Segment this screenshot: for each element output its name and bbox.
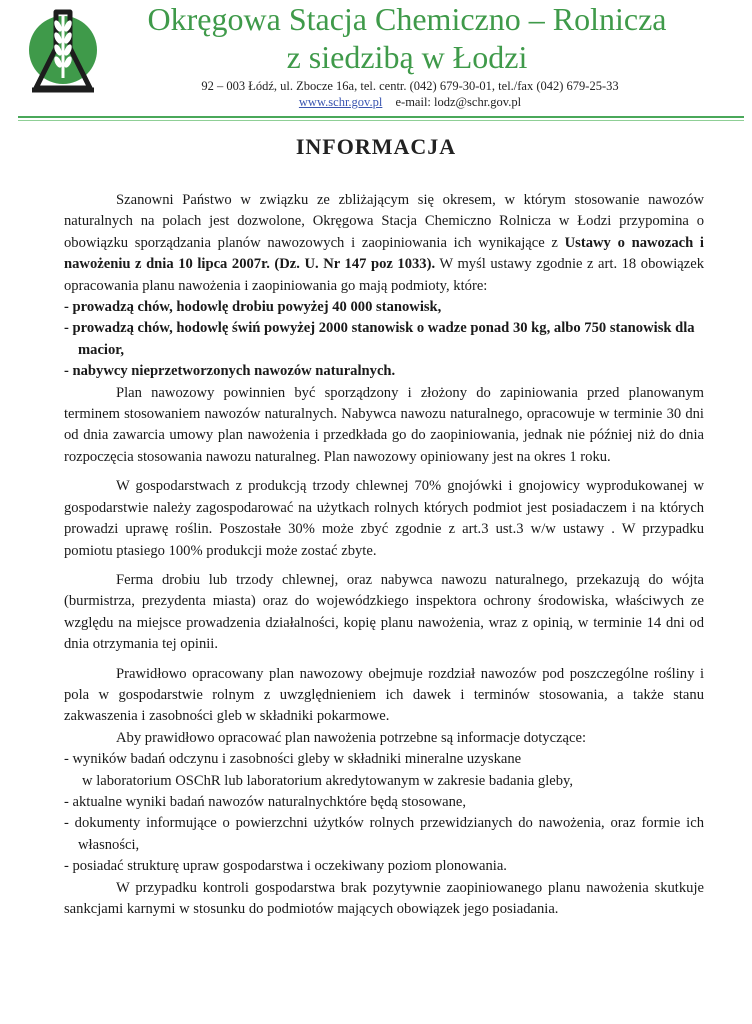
law-reference: Ustawy o nawozach i nawożeniu z dnia 10 lipca 2007r. (Dz. U. Nr 147 poz 1033). (64, 234, 704, 273)
document-body (64, 190, 704, 920)
wheat-flask-logo-icon (22, 8, 104, 96)
paragraph-intro-text: Szanowni Państwo w związku ze zbliżającym się okresem, w którym stosowanie nawozów naturalnych na polach jest dozwolone, Okręgowa Stacja Chemiczno Rolnicza w Łodzi przypomina o obowiązku sporządzania planów nawozowych i zaopiniowania ich wynikające z (64, 192, 704, 251)
paragraph-swine: W gospodarstwach z produkcją trzody chlewnej 70% gnojówki i gnojowicy wyprodukowanej w gospodarstwie należy zagospodarować na użytkach rolnych których podmiot jest posiadaczem i na których prowadzi uprawę roślin. Poszostałe 30% może zbyć zgodnie z art.3 ust.3 w/w ustawy . W przypadku pomiotu ptasiego 100% produkcji może zostać zbyte. (64, 478, 704, 559)
website-link[interactable]: www.schr.gov.pl (298, 95, 383, 109)
list-item: - posiadać strukturę upraw gospodarstwa i oczekiwany poziom plonowania. (64, 858, 507, 875)
list-item: - prowadzą chów, hodowlę drobiu powyżej 40 000 stanowisk, (64, 299, 442, 316)
paragraph-intro-continued: W myśl ustawy zgodnie z art. 18 obowiązek opracowania planu nawożenia i zaopiniowania go mają podmioty, które: (64, 256, 704, 294)
list-item: - wyników badań odczynu i zasobności gleby w składniki mineralne uzyskane (64, 751, 522, 768)
paragraph-info-needed: Aby prawidłowo opracować plan nawożenia potrzebne są informacje dotyczące: (116, 729, 587, 746)
email-text: e-mail: lodz@schr.gov.pl (395, 95, 522, 109)
organization-name (112, 0, 702, 76)
list-item: - prowadzą chów, hodowlę świń powyżej 2000 stanowisk o wadze ponad 30 kg, albo 750 stanowisk dla macior, (64, 320, 695, 358)
organization-name-line1: Okręgowa Stacja Chemiczno – Rolnicza (147, 1, 667, 37)
list-item: - nabywcy nieprzetworzonych nawozów naturalnych. (64, 363, 396, 380)
header-divider (18, 116, 744, 118)
paragraph-correct-plan: Prawidłowo opracowany plan nawozowy obejmuje rozdział nawozów pod poszczególne rośliny i pola w gospodarstwie rolnym z uwzględnieniem ich dawek i terminów stosowania, a także stanu zakwaszenia i zasobności gleb w składniki pokarmowe. (64, 665, 704, 725)
paragraph-plan: Plan nawozowy powinnien być sporządzony i złożony do zapiniowania przed planowanym terminem stosowaniem nawozów naturalnych. Nabywca nawozu naturalnego, opracowuje w terminie 30 dni od dnia zawarcia umowy plan nawożenia i przedkłada go do zaopiniowania, jednak nie później niż do dnia rozpoczęcia stosowania nawozu naturalneg. Plan nawozowy opiniowany jest na okres 1 roku. (64, 384, 704, 465)
address-line: 92 – 003 Łódź, ul. Zbocze 16a, tel. centr. (042) 679-30-01, tel./fax (042) 679-25-33 (201, 79, 619, 93)
paragraph-farm: Ferma drobiu lub trzody chlewnej, oraz nabywca nawozu naturalnego, przekazują do wójta (burmistrza, prezydenta miasta) oraz do wojewódzkiego inspektora ochrony środowiska, właściwych ze względu na miejsce prowadzenia działalności, kopię planu nawożenia, wraz z opinią, w terminie 14 dni od dnia otrzymania tej opinii. (64, 571, 704, 653)
paragraph-sanctions: W przypadku kontroli gospodarstwa brak pozytywnie zaopiniowanego planu nawożenia skutkuje sankcjami karnymi w stosunku do podmiotów mających obowiązek jego posiadania. (64, 879, 704, 917)
header-divider-thin (18, 120, 744, 121)
list-item: - dokumenty informujące o powierzchni użytków rolnych przewidzianych do nawożenia, oraz formie ich własności, (64, 815, 704, 853)
list-item: - aktualne wyniki badań nawozów naturalnychktóre będą stosowane, (64, 793, 467, 810)
list-item-continued: w laboratorium OSChR lub laboratorium akredytowanym w zakresie badania gleby, (82, 772, 574, 789)
contact-block (150, 78, 670, 110)
organization-name-line2: z siedzibą w Łodzi (286, 39, 528, 75)
paragraph-intro (64, 190, 704, 297)
document-title: INFORMACJA (295, 134, 457, 159)
